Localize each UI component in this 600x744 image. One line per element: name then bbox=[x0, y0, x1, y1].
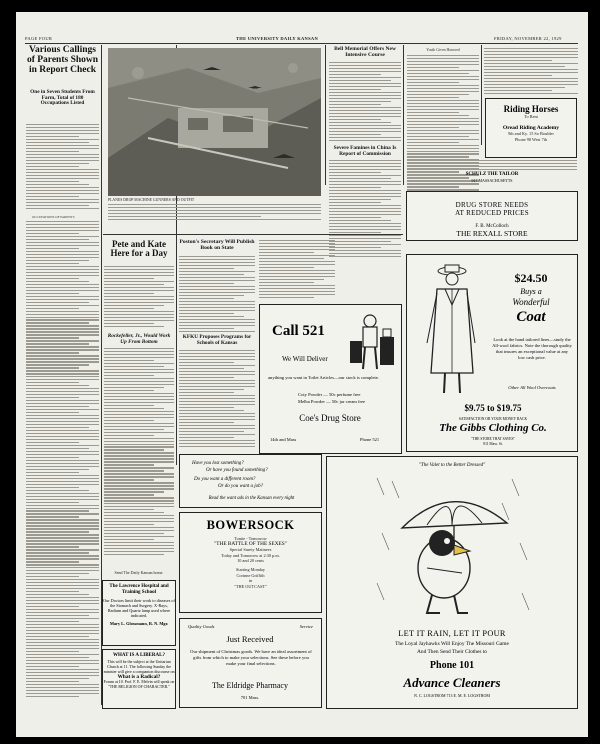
aerial-photo-image bbox=[108, 48, 321, 196]
headline-rockefeller: Rockefeller, Jr., Would Work Up From Bottom bbox=[107, 333, 171, 345]
call-phone: Phone 521 bbox=[360, 437, 380, 442]
call-addr: 14th and Mass bbox=[270, 437, 297, 442]
send-kansan-home: Send The Daily Kansan home. bbox=[114, 570, 164, 575]
newspaper-page bbox=[16, 12, 588, 737]
coat-body: Look at the hand tailored lines—study the All-wool fabrics. Note the thorough quality that insures an exceptional value at any low cash price. bbox=[492, 337, 572, 360]
lost-q3: Do you want a different room? bbox=[194, 477, 256, 482]
headline-poston: Poston's Secretary Will Publish Book on State bbox=[179, 239, 255, 251]
photo-planes-gunners bbox=[108, 48, 321, 196]
eldridge-addr: 701 Mass. bbox=[240, 695, 260, 700]
photo-caption-title: PLANES DROP MACHINE GUNNERS AND OUTFIT bbox=[108, 198, 195, 202]
eldridge-store: The Eldridge Pharmacy bbox=[212, 681, 288, 690]
man-in-overcoat-illustration bbox=[417, 263, 485, 399]
article-body-rockefeller bbox=[104, 348, 174, 558]
advance-tag: "The Valet to the Better Dressed" bbox=[418, 463, 486, 468]
masthead-title: THE UNIVERSITY DAILY KANSAN bbox=[236, 36, 318, 41]
advance-l2: And Then Send Their Clothes to bbox=[416, 649, 488, 655]
youth-honored-label: Youth Given Honored bbox=[426, 48, 460, 52]
ad-advance-cleaners bbox=[326, 456, 578, 709]
schulz-addr: 917 MASSACHUSETTS bbox=[471, 178, 513, 183]
coat-tagline: "THE STORE THAT SAVES" bbox=[471, 437, 515, 441]
riding-addr: 9th and Ky. 15 So Boulder bbox=[508, 131, 554, 137]
coat-range: $9.75 to $19.75 bbox=[464, 403, 522, 413]
article-body-bell bbox=[329, 62, 401, 144]
headline-famines-china: Severe Famines in China Is Report of Commission bbox=[333, 145, 397, 157]
advance-headline: LET IT RAIN, LET IT POUR bbox=[398, 629, 506, 638]
eldridge-service: Service bbox=[299, 624, 313, 629]
drug-line2: AT REDUCED PRICES bbox=[455, 209, 529, 217]
call-deliver: We Will Deliver bbox=[282, 355, 328, 363]
bowersock-l8: in bbox=[248, 578, 253, 584]
ad-eldridge-pharmacy bbox=[179, 618, 322, 708]
bowersock-l1: Tonite - Tomorrow bbox=[234, 536, 267, 541]
occupations-list bbox=[26, 221, 99, 701]
bowersock-l4: Today and Tomorrow at 2:30 p.m. bbox=[221, 552, 280, 558]
article-body-famines bbox=[329, 160, 401, 260]
bowersock-l5: 10 and 20 cents bbox=[237, 558, 264, 564]
bowersock-l2: "THE BATTLE OF THE SEXES" bbox=[214, 541, 287, 548]
coat-buys: Buys a bbox=[520, 287, 542, 296]
schulz-copy bbox=[407, 160, 577, 172]
article-body-kfku bbox=[179, 350, 255, 450]
article-body-col6 bbox=[484, 48, 578, 98]
call-number: Call 521 bbox=[272, 323, 325, 339]
page-number: PAGE FOUR bbox=[25, 36, 53, 41]
lawrence-name: Mary L. Glossmann, R. N. Mgr. bbox=[109, 620, 169, 626]
ad-drug-store-needs bbox=[406, 191, 578, 241]
bowersock-l6: Starting Monday bbox=[235, 567, 265, 573]
masthead-date: FRIDAY, NOVEMBER 22, 1929 bbox=[494, 36, 562, 41]
coat-wonderful: Wonderful bbox=[512, 297, 550, 307]
lawrence-headline: The Lawrence Hospital and Training School bbox=[109, 584, 169, 595]
eldridge-quality: Quality Goods bbox=[188, 624, 215, 629]
ad-call-521 bbox=[259, 304, 402, 454]
coat-satisfaction: SATISFACTION OR YOUR MONEY BACK bbox=[458, 417, 528, 421]
liberal-headline: WHAT IS A LIBERAL? bbox=[113, 653, 165, 658]
eldridge-body: Our shipment of Christmas goods. We have an ideal assortment of gifts from which to make your selections. See these before you make your final selections. bbox=[190, 649, 312, 666]
article-body-callings bbox=[26, 124, 99, 212]
schulz-name: SCHULZ THE TAILOR bbox=[465, 172, 519, 177]
bowersock-l9: "THE OUTCAST" bbox=[234, 583, 267, 589]
drug-line1: DRUG STORE NEEDS bbox=[455, 201, 529, 209]
article-body-poston bbox=[179, 256, 255, 334]
lost-q4: Or do you want a job? bbox=[218, 484, 264, 489]
coat-price: $24.50 bbox=[514, 271, 548, 285]
liberal-body: This will be the subject at the Unitarian Church at 11. The following Sunday the minister will give a companion discourse on bbox=[103, 659, 175, 674]
advance-phone: Phone 101 bbox=[429, 660, 475, 671]
ad-lawrence-hospital bbox=[102, 580, 176, 646]
ad-gibbs-coat bbox=[406, 254, 578, 452]
ad-what-is-liberal bbox=[102, 649, 176, 709]
advance-addr: N. C. LOGSTROM 713 E. M. E. LOGSTROM bbox=[413, 693, 490, 698]
lawrence-body: Our Doctors limit their work to diseases of the Stomach and Surgery. X-Rays, Radium and Quartz lamp used where indicated. bbox=[103, 597, 175, 619]
ad-bowersock bbox=[179, 512, 322, 613]
riding-phone: Phone 98 West 7th bbox=[514, 136, 548, 142]
headline-bell-memorial: Bell Memorial Offers New Intensive Course bbox=[334, 46, 396, 58]
liberal-question: What is a Radical? bbox=[117, 674, 161, 680]
lost-q2: Or have you found something? bbox=[206, 468, 268, 473]
riding-title: Riding Horses bbox=[503, 104, 559, 114]
coat-word: Coat bbox=[516, 309, 546, 325]
call-item1: Coty Powder — 50c perfume free bbox=[298, 392, 361, 397]
lost-cta: Read the want ads in the Kansan every night bbox=[208, 496, 295, 501]
headline-kfku: KFKU Proposes Programs for Schools of Kansas bbox=[182, 334, 252, 346]
article-body-pete bbox=[104, 266, 174, 332]
drug-store: THE REXALL STORE bbox=[456, 229, 528, 238]
delivery-boy-illustration bbox=[345, 311, 400, 373]
coat-addr: 811 Mass. St. bbox=[483, 442, 503, 446]
call-item2: Melba Powder — 50c jar cream free bbox=[298, 399, 366, 404]
drug-name: F. B. McColloch bbox=[475, 224, 509, 229]
bowersock-title: BOWERSOCK bbox=[206, 518, 295, 532]
eldridge-headline: Just Received bbox=[226, 634, 274, 644]
ad-riding-horses bbox=[485, 98, 577, 158]
call-line: anything you want in Toilet Articles—our stock is complete. bbox=[268, 375, 379, 380]
article-body-col3b bbox=[259, 240, 335, 300]
bowersock-l7: Corinne Griffith bbox=[236, 572, 265, 578]
photo-caption bbox=[108, 204, 321, 224]
liberal-footer: Forum at 10. Prof. F. E. Melvin will speak on "THE RELIGION OF CHARACTER." bbox=[103, 680, 175, 689]
headline-pete-kate: Pete and Kate Here for a Day bbox=[110, 239, 168, 259]
masthead-rule bbox=[25, 43, 578, 44]
riding-sub: To Rent bbox=[524, 114, 538, 119]
bowersock-l3: Special Surety Matinees bbox=[229, 547, 272, 553]
subhead-one-in-seven: One in Seven Students From Farm, Total of 180 Occupations Listed bbox=[30, 89, 95, 107]
riding-academy: Oread Riding Academy bbox=[502, 125, 560, 132]
coat-other: Other All Wool Overcoats bbox=[508, 385, 556, 390]
ad-want-ads bbox=[179, 454, 322, 508]
lost-q1: Have you lost something? bbox=[192, 461, 244, 466]
occupations-label: OCCUPATIONS OF PARENTS bbox=[32, 215, 75, 219]
advance-logo: Advance Cleaners bbox=[403, 675, 501, 690]
advance-l1: The Loyal Jayhawks Will Enjoy The Missouri Game bbox=[395, 641, 509, 647]
headline-various-callings: Various Callings of Parents Shown in Report Check bbox=[26, 45, 99, 75]
call-store: Coe's Drug Store bbox=[299, 413, 361, 423]
coat-store: The Gibbs Clothing Co. bbox=[439, 422, 547, 434]
jayhawk-umbrella-illustration bbox=[372, 473, 532, 623]
